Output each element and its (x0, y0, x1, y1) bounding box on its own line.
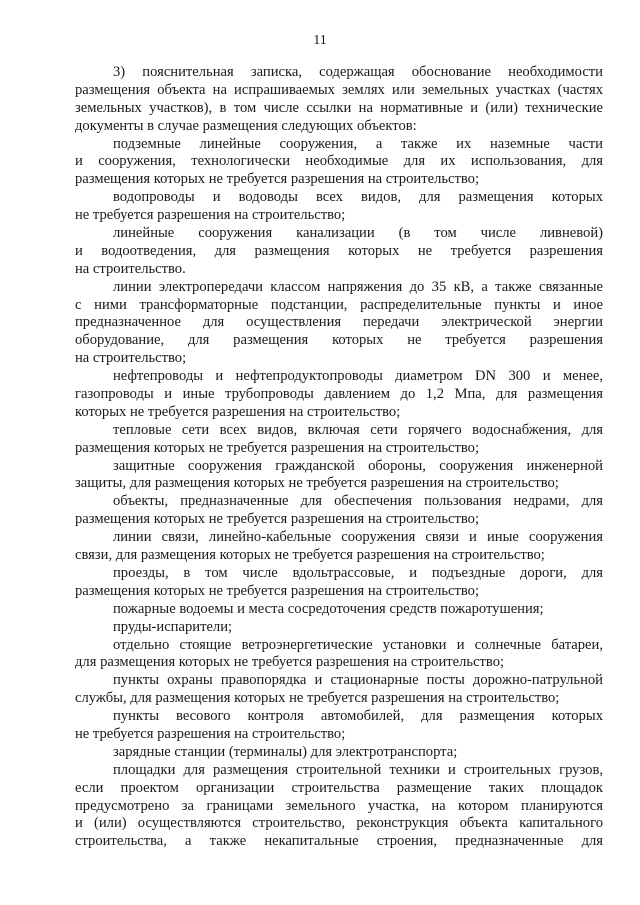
paragraph (75, 458, 603, 494)
text-line: пруды-испарители; (113, 618, 233, 635)
paragraph (75, 64, 603, 136)
text-line: объекты, предназначенные для обеспечения пользования недрами, для (113, 493, 603, 510)
paragraph (75, 744, 603, 762)
text-line: земельных участков), в том числе ссылки на нормативные и (или) технические (75, 99, 603, 116)
text-line: тепловые сети всех видов, включая сети горячего водоснабжения, для (113, 421, 603, 438)
text-line: и сооружения, технологически необходимые для их использования, для (75, 153, 603, 170)
paragraph (75, 368, 603, 422)
text-line: 3) пояснительная записка, содержащая обоснование необходимости (113, 64, 603, 80)
text-line: предусмотрено за границами земельного участка, на котором планируются (75, 797, 603, 814)
text-line: документы в случае размещения следующих объектов: (75, 117, 417, 134)
text-line: защитные сооружения гражданской обороны, сооружения инженерной (113, 457, 603, 474)
text-line: отдельно стоящие ветроэнергетические установки и солнечные батареи, (113, 636, 603, 653)
paragraph (75, 225, 603, 279)
text-line: не требуется разрешения на строительство; (75, 207, 346, 224)
text-line: размещения которых не требуется разрешения на строительство; (75, 582, 480, 599)
paragraph (75, 565, 603, 601)
text-line: на строительство. (75, 260, 186, 277)
text-line: газопроводы и иные трубопроводы давлением до 1,2 Мпа, для размещения (75, 386, 603, 403)
text-line: пункты весового контроля автомобилей, для размещения которых (113, 708, 603, 725)
text-line: если проектом организации строительства размещение таких площадок (75, 779, 603, 796)
text-line: подземные линейные сооружения, а также их наземные части (113, 135, 603, 152)
text-line: строительства, а также некапитальные строения, предназначенные для (75, 833, 603, 850)
text-line: службы, для размещения которых не требуется разрешения на строительство; (75, 690, 560, 707)
paragraph (75, 762, 603, 851)
paragraph (75, 136, 603, 190)
text-line: зарядные станции (терминалы) для электротранспорта; (113, 743, 458, 760)
text-line: пункты охраны правопорядка и стационарные посты дорожно-патрульной (113, 672, 603, 689)
text-line: линии связи, линейно-кабельные сооружения связи и иные сооружения (113, 529, 603, 546)
text-line: линии электропередачи классом напряжения до 35 кВ, а также связанные (113, 278, 603, 295)
paragraph (75, 493, 603, 529)
text-line: предназначенное для осуществления передачи электрической энергии (75, 314, 603, 331)
text-line: площадки для размещения строительной техники и строительных грузов, (113, 761, 603, 778)
text-line: размещения которых не требуется разрешения на строительство; (75, 171, 480, 188)
paragraph (75, 619, 603, 637)
text-line: для размещения которых не требуется разрешения на строительство; (75, 654, 505, 671)
paragraph (75, 189, 603, 225)
text-line: нефтепроводы и нефтепродуктопроводы диаметром DN 300 и менее, (113, 368, 603, 385)
paragraph (75, 708, 603, 744)
text-line: проезды, в том числе вдольтрассовые, и подъездные дороги, для (113, 564, 603, 581)
text-line: размещения которых не требуется разрешения на строительство; (75, 511, 480, 528)
paragraph (75, 672, 603, 708)
document-body (75, 64, 603, 851)
text-line: на строительство; (75, 350, 187, 367)
paragraph (75, 529, 603, 565)
text-line: которых не требуется разрешения на строительство; (75, 403, 401, 420)
page-number: 11 (313, 33, 327, 48)
paragraph (75, 601, 603, 619)
text-line: не требуется разрешения на строительство; (75, 725, 346, 742)
text-line: линейные сооружения канализации (в том числе ливневой) (113, 225, 603, 242)
paragraph (75, 637, 603, 673)
paragraph (75, 279, 603, 368)
text-line: связи, для размещения которых не требуется разрешения на строительство; (75, 547, 545, 564)
text-line: защиты, для размещения которых не требуется разрешения на строительство; (75, 475, 559, 492)
text-line: водопроводы и водоводы всех видов, для размещения которых (113, 189, 603, 206)
text-line: размещения объекта на испрашиваемых землях или земельных участках (частях (75, 81, 603, 98)
text-line: оборудование, для размещения которых не требуется разрешения (75, 332, 603, 349)
text-line: размещения которых не требуется разрешения на строительство; (75, 439, 480, 456)
text-line: и водоотведения, для размещения которых не требуется разрешения (75, 242, 603, 259)
text-line: с ними трансформаторные подстанции, распределительные пункты и иное (75, 296, 603, 313)
text-line: и (или) осуществляются строительство, реконструкция объекта капитального (75, 815, 603, 832)
text-line: пожарные водоемы и места сосредоточения средств пожаротушения; (113, 600, 544, 617)
paragraph (75, 422, 603, 458)
